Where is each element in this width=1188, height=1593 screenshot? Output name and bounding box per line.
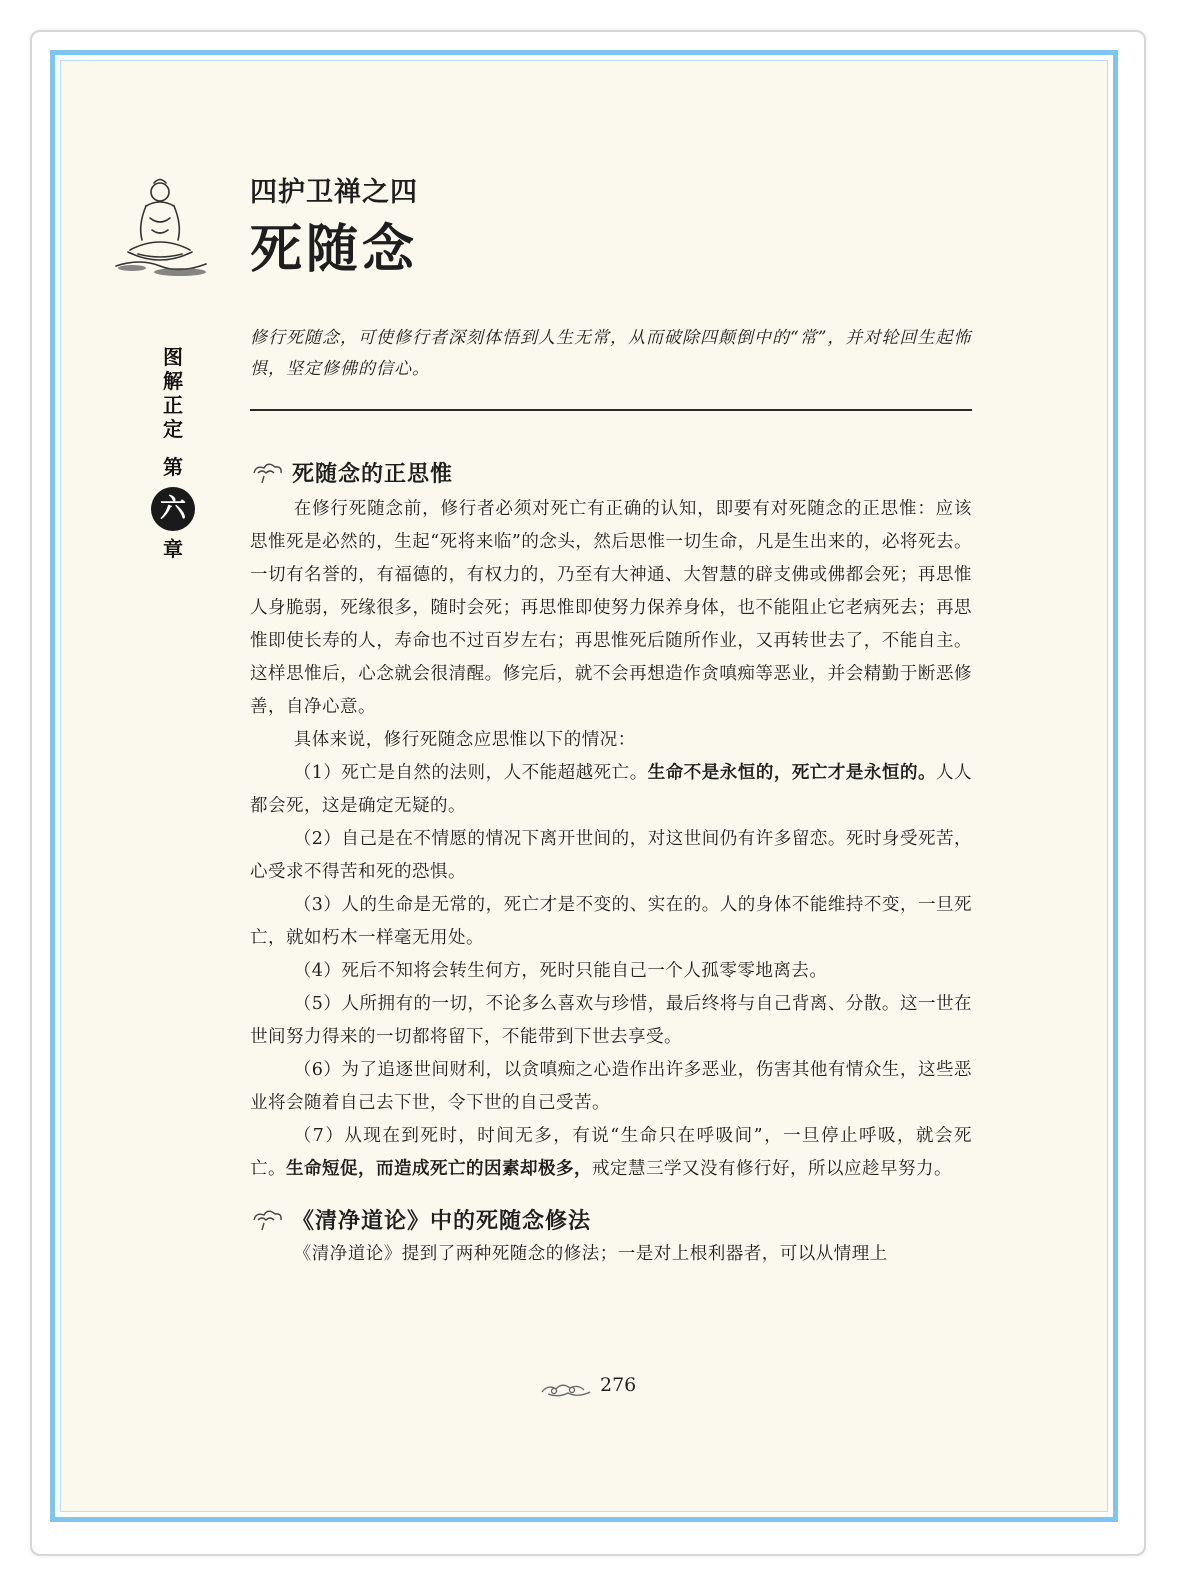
section-title: 《清净道论》中的死随念修法 <box>292 1207 592 1234</box>
list-item: （4）死后不知将会转生何方，死时只能自己一个人孤零零地离去。 <box>293 961 828 981</box>
list-item: （5）人所拥有的一切，不论多么喜欢与珍惜，最后终将与自己背离、分散。这一世在世间努力得来的一切都将留下，不能带到下世去享受。 <box>250 994 972 1047</box>
cloud-ornament-icon <box>250 459 286 485</box>
side-char: 图 <box>163 345 183 369</box>
list-item-text: 戒定慧三学又没有修行好，所以应趁早努力。 <box>592 1159 952 1179</box>
list-item-text: （1）死亡是自然的法则，人不能超越死亡。 <box>293 763 648 783</box>
cloud-ornament-icon <box>538 1372 598 1406</box>
page-title: 死随念 <box>250 220 419 280</box>
side-chapter-title <box>150 345 196 561</box>
emphasis-text: 生命不是永恒的，死亡才是永恒的。 <box>647 763 936 783</box>
list-item <box>250 1120 972 1186</box>
page-number-area <box>538 1372 658 1406</box>
side-char: 解 <box>163 369 183 393</box>
side-char: 章 <box>163 537 183 561</box>
list-item: （2）自己是在不情愿的情况下离开世间的，对这世间仍有许多留恋。死时身受死苦，心受求不得苦和死的恐惧。 <box>250 829 972 882</box>
page-number: 276 <box>600 1374 637 1396</box>
side-char: 定 <box>163 417 183 441</box>
paragraph: 具体来说，修行死随念应思惟以下的情况： <box>293 730 636 750</box>
side-char: 第 <box>163 455 183 479</box>
main-content <box>250 175 972 1271</box>
cloud-ornament-icon <box>250 1206 286 1232</box>
list-item-text: 人人都会死，这是确定无疑的。 <box>250 763 973 816</box>
paragraph: 在修行死随念前，修行者必须对死亡有正确的认知，即要有对死随念的正思惟：应该思惟死是必然的，生起“死将来临”的念头，然后思惟一切生命，凡是生出来的，必将死去。一切有名誉的，有福德的，有权力的，乃至有大神通、大智慧的辟支佛或佛都会死；再思惟人身脆弱，死缘很多，随时会死；再思惟即使努力保养身体，也不能阻止它老病死去；再思惟即使长寿的人，寿命也不过百岁左右；再思惟死后随所作业，又再转世去了，不能自主。这样思惟后，心念就会很清醒。修完后，就不会再想造作贪嗔痴等恶业，并会精勤于断恶修善，自净心意。 <box>250 499 972 717</box>
buddha-illustration <box>110 170 210 280</box>
section-heading <box>250 455 972 489</box>
chapter-number-badge: 六 <box>151 487 195 531</box>
paragraph: 《清净道论》提到了两种死随念的修法；一是对上根利器者，可以从情理上 <box>293 1244 888 1264</box>
divider <box>250 409 972 411</box>
intro-text: 修行死随念，可使修行者深刻体悟到人生无常，从而破除四颠倒中的“常”，并对轮回生起怖惧，坚定修佛的信心。 <box>250 328 972 379</box>
list-item: （3）人的生命是无常的，死亡才是不变的、实在的。人的身体不能维持不变，一旦死亡，就如朽木一样毫无用处。 <box>250 895 972 948</box>
list-item-text: （7）从现在到死时，时间无多，有说“生命只在呼吸间”，一旦停止呼吸，就会死亡。 <box>250 1126 972 1179</box>
page-subtitle: 四护卫禅之四 <box>250 177 418 208</box>
list-item: （6）为了追逐世间财利，以贪嗔痴之心造作出许多恶业，伤害其他有情众生，这些恶业将会随着自己去下世，令下世的自己受苦。 <box>250 1060 972 1113</box>
section-heading <box>250 1202 972 1236</box>
list-item <box>250 757 972 823</box>
side-char: 正 <box>163 393 183 417</box>
emphasis-text: 生命短促，而造成死亡的因素却极多， <box>286 1159 592 1179</box>
section-title: 死随念的正思惟 <box>292 460 454 487</box>
